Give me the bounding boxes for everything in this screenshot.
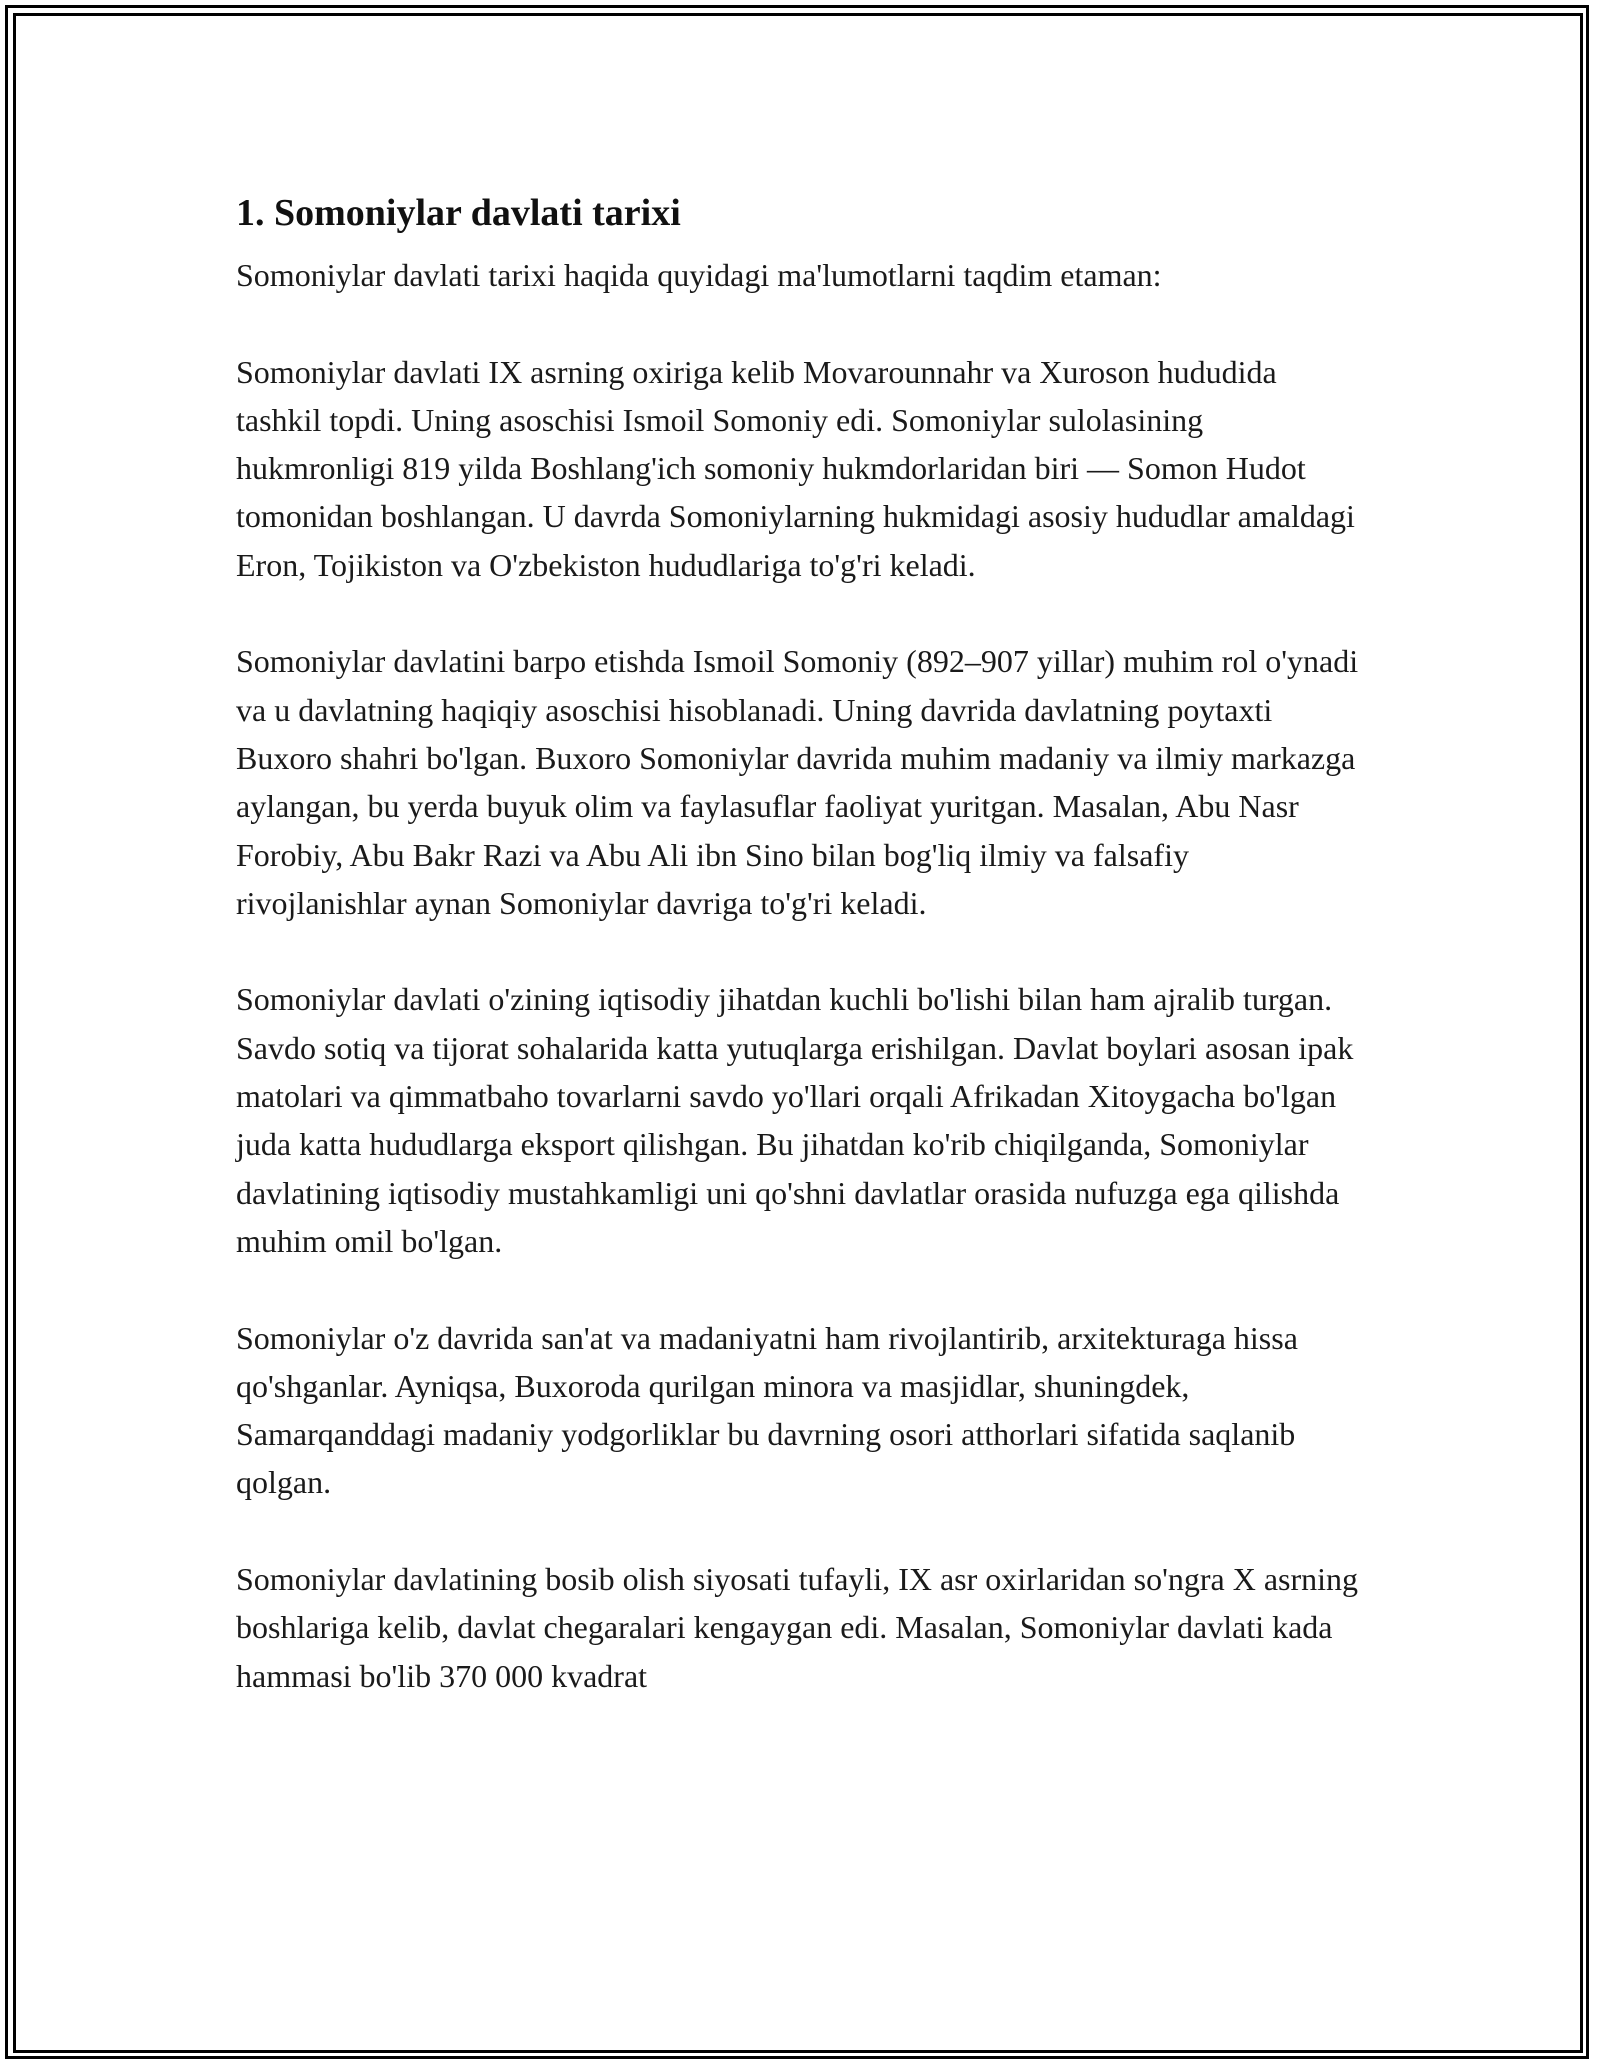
paragraph-intro: Somoniylar davlati tarixi haqida quyidagi ma'lumotlarni taqdim etaman:	[236, 257, 1162, 293]
paragraph-ismoil-somoniy: Somoniylar davlatini barpo etishda Ismoil Somoniy (892–907 yillar) muhim rol o'ynadi va u davlatning haqiqiy asoschisi hisoblanadi. Uning davrida davlatning poytaxti Buxoro shahri bo'lgan. Buxoro Somoniylar davrida muhim madaniy va ilmiy markazga aylangan, bu yerda buyuk olim va faylasuflar faoliyat yuritgan. Masalan, Abu Nasr Forobiy, Abu Bakr Razi va Abu Ali ibn Sino bilan bog'liq ilmiy va falsafiy rivojlanishlar aynan Somoniylar davriga to'g'ri keladi.	[236, 643, 1359, 921]
paragraph-economy: Somoniylar davlati o'zining iqtisodiy jihatdan kuchli bo'lishi bilan ham ajralib turgan. Savdo sotiq va tijorat sohalarida katta yutuqlarga erishilgan. Davlat boylari asosan ipak matolari va qimmatbaho tovarlarni savdo yo'llari orqali Afrikadan Xitoygacha bo'lgan juda katta hududlarga eksport qilishgan. Bu jihatdan ko'rib chiqilganda, Somoniylar davlatining iqtisodiy mustahkamligi uni qo'shni davlatlar orasida nufuzga ega qilishda muhim omil bo'lgan.	[236, 981, 1354, 1259]
section-heading: 1. Somoniylar davlati tarixi	[236, 192, 681, 234]
paragraph-culture: Somoniylar o'z davrida san'at va madaniyatni ham rivojlantirib, arxitekturaga hissa qo'shganlar. Ayniqsa, Buxoroda qurilgan minora va masjidlar, shuningdek, Samarqanddagi madaniy yodgorliklar bu davrning osori atthorlari sifatida saqlanib qolgan.	[236, 1319, 1298, 1501]
document-body	[236, 185, 1366, 1748]
paragraph-founding: Somoniylar davlati IX asrning oxiriga kelib Movarounnahr va Xuroson hududida tashkil topdi. Uning asoschisi Ismoil Somoniy edi. Somoniylar sulolasining hukmronligi 819 yilda Boshlang'ich somoniy hukmdorlaridan biri — Somon Hudot tomonidan boshlangan. U davrda Somoniylarning hukmidagi asosiy hududlar amaldagi Eron, Tojikiston va O'zbekiston hududlariga to'g'ri keladi.	[236, 353, 1355, 583]
paragraph-expansion: Somoniylar davlatining bosib olish siyosati tufayli, IX asr oxirlaridan so'ngra X asrning boshlariga kelib, davlat chegaralari kengaygan edi. Masalan, Somoniylar davlati kada hammasi bo'lib 370 000 kvadrat	[236, 1561, 1359, 1694]
